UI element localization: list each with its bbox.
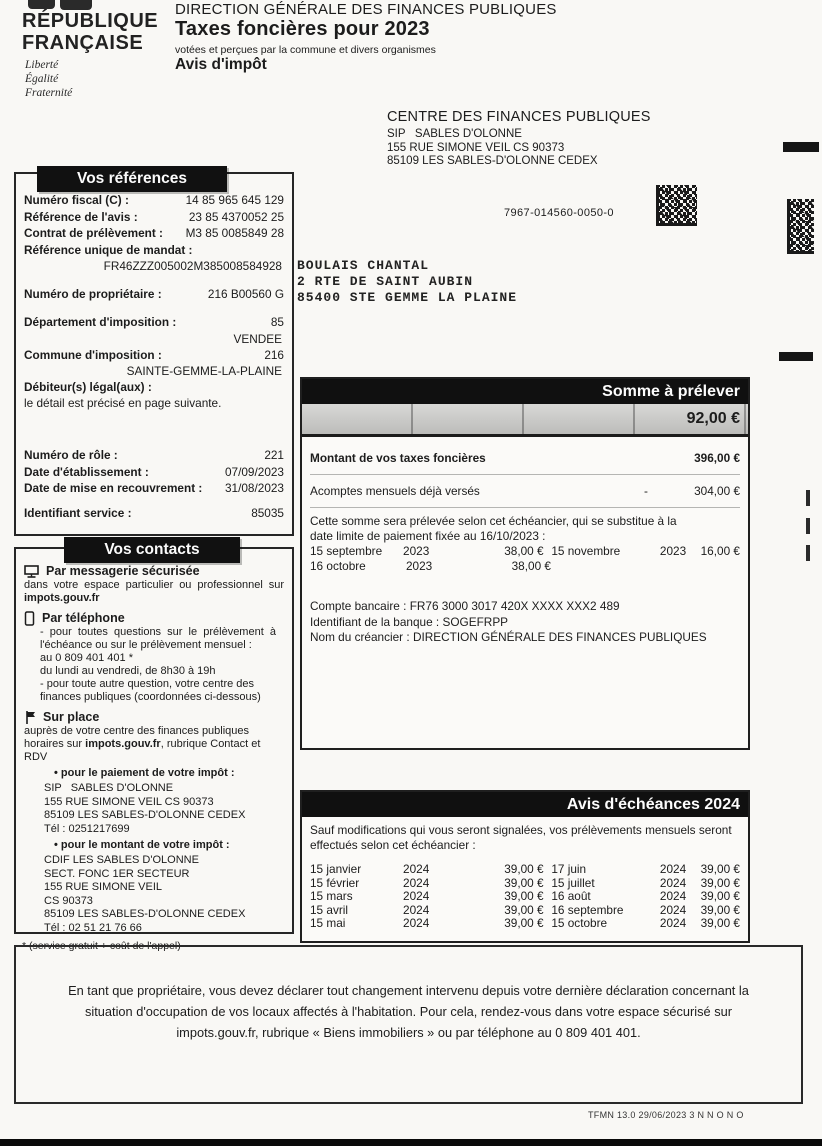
marianne-logo-remnant (60, 0, 92, 10)
phone-hours: du lundi au vendredi, de 8h30 à 19h (40, 665, 216, 677)
republique-francaise-logo (22, 10, 158, 54)
establishment-date-row: Date d'établissement : 07/09/2023 (24, 464, 284, 479)
role-number-row: Numéro de rôle : 221 (24, 448, 284, 462)
flag-icon (24, 710, 36, 725)
amount-office-line: CDIF LES SABLES D'OLONNE (44, 854, 199, 866)
onsite-text-2: horaires sur impots.gouv.fr, rubrique Contact et RDV (24, 738, 261, 763)
bank-id-line: Identifiant de la banque : SOGEFRPP (310, 614, 509, 629)
phone-text-1: - pour toutes questions sur le prélèvement à l'échéance ou sur le prélèvement mensuel : (40, 626, 276, 651)
debtor-label: Débiteur(s) légal(aux) : (24, 380, 152, 394)
motto-egalite: Égalité (25, 73, 59, 85)
recipient-name: BOULAIS CHANTAL (297, 258, 430, 273)
amount-office-line: SECT. FONC 1ER SECTEUR (44, 867, 190, 880)
impots-gouv-link: impots.gouv.fr (85, 738, 161, 750)
phone-heading: Par téléphone (24, 611, 284, 626)
department-name: VENDEE (233, 331, 282, 346)
divider (310, 507, 740, 508)
payment-office-line: 155 RUE SIMONE VEIL CS 90373 (44, 795, 214, 808)
levy-box-title: Somme à prélever (302, 379, 748, 404)
messaging-heading: Par messagerie sécurisée (24, 564, 284, 579)
minus-sign: - (644, 484, 648, 498)
contacts-box-title: Vos contacts (64, 537, 240, 563)
tax-total-row: Montant de vos taxes foncières 396,00 € (310, 451, 740, 465)
document-type: Avis d'impôt (175, 56, 267, 73)
form-reference-code: TFMN 13.0 29/06/2023 3 N N O N O (588, 1110, 744, 1120)
bank-account-line: Compte bancaire : FR76 3000 3017 420X XXXX XXX2 489 (310, 599, 620, 613)
issuer-address-line: 85109 LES SABLES-D'OLONNE CEDEX (387, 155, 598, 167)
recipient-city: 85400 STE GEMME LA PLAINE (297, 290, 518, 305)
owner-number-row: Numéro de propriétaire : 216 B00560 G (24, 286, 284, 301)
service-id-row: Identifiant service : 85035 (24, 505, 284, 520)
motto-liberte: Liberté (25, 59, 59, 71)
levy-schedule-row: 16 octobre 2023 38,00 € (310, 558, 551, 573)
alignment-dash (806, 490, 810, 506)
mailing-reference-code: 7967-014560-0050-0 (504, 207, 614, 219)
document-title: Taxes foncières pour 2023 (175, 18, 430, 40)
impots-gouv-link: impots.gouv.fr (24, 592, 100, 604)
schedule-2024-rows (310, 863, 740, 931)
onsite-text-1: auprès de votre centre des finances publiques (24, 725, 250, 737)
onsite-heading: Sur place (24, 710, 284, 725)
datamatrix-barcode (787, 199, 814, 254)
alignment-dash (806, 545, 810, 561)
issuer-address-block (387, 109, 651, 169)
recipient-street: 2 RTE DE SAINT AUBIN (297, 274, 474, 289)
document-subtitle: votées et perçues par la commune et divers organismes (175, 44, 436, 56)
schedule-2024-content (302, 817, 748, 941)
schedule-row: 15 février 2024 39,00 € 15 juillet 2024 39,00 € (310, 875, 740, 890)
reference-row: Numéro fiscal (C) : 14 85 965 645 129 (24, 193, 284, 207)
owner-declaration-notice: En tant que propriétaire, vous devez déclarer tout changement intervenu depuis votre dernière déclaration concernant la situation d'occupation de vos locaux affectés à l'habitation. Pour cela, rendez-vous dans votre espace sécurisé sur impots.gouv.fr, rubrique « Biens immobiliers » ou par téléphone au 0 809 401 401. (68, 983, 749, 1040)
references-content (16, 174, 292, 521)
phone-number: au 0 809 401 401 * (40, 652, 133, 664)
amount-office-line: 85109 LES SABLES-D'OLONNE CEDEX (44, 908, 246, 920)
commune-row: Commune d'imposition : 216 (24, 347, 284, 362)
schedule-2024-title: Avis d'échéances 2024 (302, 792, 748, 817)
payment-office-label: • pour le paiement de votre impôt : (54, 767, 235, 779)
department-row: Département d'imposition : 85 (24, 315, 284, 329)
amount-office-phone: Tél : 02 51 21 76 66 (44, 921, 142, 934)
bank-details (310, 599, 740, 646)
references-box (14, 172, 294, 536)
monitor-icon (24, 565, 39, 578)
alignment-mark (783, 142, 819, 152)
call-cost-footnote: * (service gratuit + coût de l'appel) (22, 940, 181, 952)
schedule-row: 15 janvier 2024 39,00 € 17 juin 2024 39,00 € (310, 862, 740, 876)
schedule-row: 15 avril 2024 39,00 € 16 septembre 2024 39,00 € (310, 902, 740, 917)
amount-office-line: 155 RUE SIMONE VEIL (44, 881, 162, 893)
reference-row: Référence de l'avis : 23 85 4370052 25 (24, 209, 284, 224)
levy-schedule-intro: Cette somme sera prélevée selon cet échéancier, qui se substitue à la date limite de paiement fixée au 16/10/2023 : (310, 514, 677, 543)
levy-box-content (302, 437, 748, 748)
issuer-address-line: 155 RUE SIMONE VEIL CS 90373 (387, 141, 565, 154)
references-box-title: Vos références (37, 166, 227, 192)
installments-paid-row: Acomptes mensuels déjà versés - 304,00 € (310, 484, 740, 498)
schedule-2024-intro: Sauf modifications qui vous seront signalées, vos prélèvements mensuels seront effectués selon cet échéancier : (310, 823, 732, 852)
creditor-line: Nom du créancier : DIRECTION GÉNÉRALE DES FINANCES PUBLIQUES (310, 630, 707, 644)
levy-amount-band (302, 404, 748, 437)
motto-fraternite: Fraternité (25, 87, 73, 99)
amount-office-label: • pour le montant de votre impôt : (54, 839, 230, 851)
phone-text-2: - pour toute autre question, votre centre des finances publiques (coordonnées ci-dessous) (40, 678, 261, 703)
contacts-box (14, 541, 294, 952)
payment-office-line: SIP SABLES D'OLONNE (44, 782, 174, 794)
alignment-dash (806, 518, 810, 534)
levy-total-amount: 92,00 € (686, 410, 740, 427)
mobile-phone-icon (24, 611, 35, 626)
schedule-2024-box (300, 790, 750, 943)
issuer-address-line: SIP SABLES D'OLONNE (387, 128, 522, 140)
commune-name: SAINTE-GEMME-LA-PLAINE (126, 364, 282, 378)
issuer-name: CENTRE DES FINANCES PUBLIQUES (387, 109, 651, 125)
schedule-row: 15 mars 2024 39,00 € 16 août 2024 39,00 € (310, 889, 740, 903)
contacts-content (16, 549, 292, 953)
owner-declaration-notice-box (14, 945, 803, 1104)
scan-edge-band (0, 1139, 822, 1146)
mandate-label: Référence unique de mandat : (24, 242, 193, 257)
datamatrix-barcode (656, 185, 697, 226)
amount-office-line: CS 90373 (44, 894, 93, 907)
recovery-date-row: Date de mise en recouvrement : 31/08/2023 (24, 481, 284, 495)
debtor-note: le détail est précisé en page suivante. (24, 396, 222, 410)
marianne-logo-remnant (28, 0, 55, 9)
messaging-text: dans votre espace particulier ou professionnel sur impots.gouv.fr (24, 579, 284, 604)
payment-office-line: 85109 LES SABLES-D'OLONNE CEDEX (44, 809, 246, 821)
divider (310, 474, 740, 475)
mandate-value: FR46ZZZ005002M385008584928 (103, 258, 282, 273)
reference-row: Contrat de prélèvement : M3 85 0085849 28 (24, 226, 284, 240)
administration-name: DIRECTION GÉNÉRALE DES FINANCES PUBLIQUES (175, 1, 557, 18)
levy-summary-box (300, 377, 750, 750)
alignment-mark (779, 352, 813, 361)
recipient-address-block (297, 258, 517, 306)
logo-line-2: FRANÇAISE (22, 32, 144, 54)
levy-schedule-row: 15 septembre 2023 38,00 € 15 novembre 2023 16,00 € (310, 544, 740, 558)
logo-line-1: RÉPUBLIQUE (22, 10, 159, 32)
payment-office-phone: Tél : 0251217699 (44, 822, 130, 835)
logo-motto (25, 58, 72, 100)
schedule-row: 15 mai 2024 39,00 € 15 octobre 2024 39,00 € (310, 916, 740, 930)
